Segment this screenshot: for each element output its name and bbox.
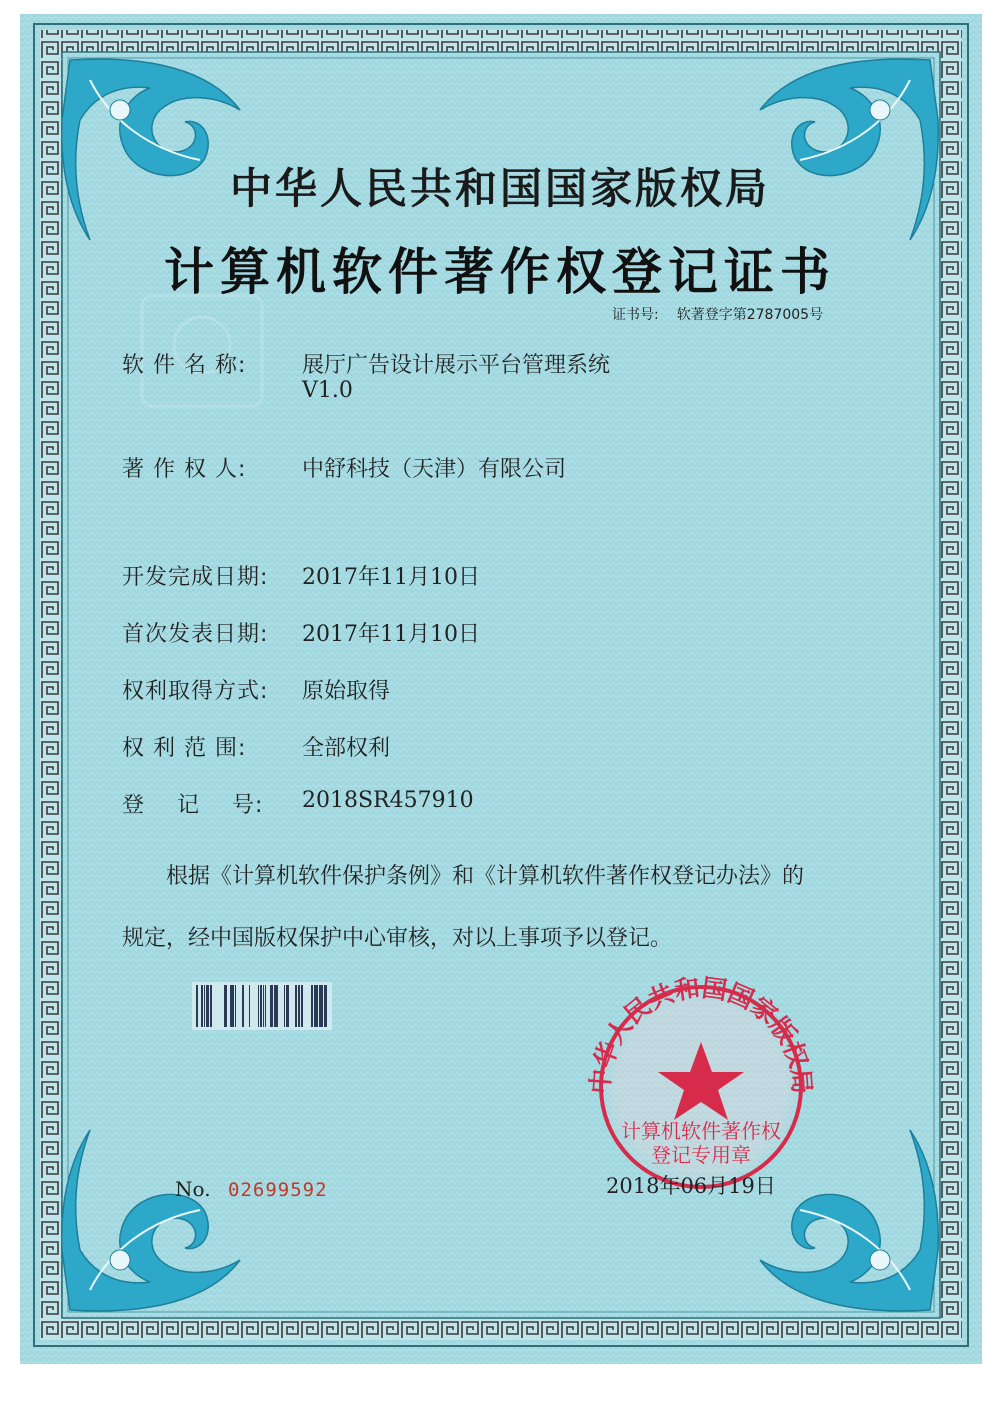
registration-number-label: 登 记 号: (122, 793, 264, 818)
seal-ring-text: 中华人民共和国国家版权局 (585, 973, 817, 1095)
rights-scope-label: 权 利 范 围: (122, 736, 247, 761)
software-name-label: 软 件 名 称: (122, 353, 247, 378)
seal-inner-line1: 计算机软件著作权 (621, 1119, 781, 1143)
certificate-number-label: 证书号: (612, 307, 659, 323)
certificate-title: 计算机软件著作权登记证书 (164, 242, 836, 301)
publication-date-value: 2017年11月10日 (302, 622, 480, 647)
rights-acquisition-value: 原始取得 (302, 679, 391, 704)
serial-number: 02699592 (228, 1179, 328, 1201)
publication-date-label: 首次发表日期: (122, 622, 269, 647)
copyright-owner-value: 中舒科技（天津）有限公司 (302, 457, 567, 482)
copyright-owner-label: 著 作 权 人: (122, 457, 247, 482)
statement-paragraph (122, 846, 882, 970)
registration-number-value: 2018SR457910 (302, 788, 474, 813)
statement-line2: 规定，经中国版权保护中心审核，对以上事项予以登记。 (122, 926, 673, 951)
issuer-title: 中华人民共和国国家版权局 (229, 164, 770, 213)
statement-line1: 根据《计算机软件保护条例》和《计算机软件著作权登记办法》的 (166, 864, 805, 889)
certificate-number-value: 软著登字第2787005号 (676, 307, 824, 323)
certificate-number (612, 304, 841, 324)
barcode (192, 982, 332, 1030)
seal-inner-line2: 登记专用章 (651, 1143, 751, 1167)
software-name-value: 展厅广告设计展示平台管理系统 (302, 353, 611, 378)
rights-acquisition-label: 权利取得方式: (122, 679, 269, 704)
development-date-label: 开发完成日期: (122, 565, 269, 590)
development-date-value: 2017年11月10日 (302, 565, 480, 590)
serial-label: No. (175, 1177, 211, 1201)
issue-date: 2018年06月19日 (606, 1174, 776, 1198)
software-version-value: V1.0 (302, 378, 353, 403)
rights-scope-value: 全部权利 (302, 736, 391, 761)
